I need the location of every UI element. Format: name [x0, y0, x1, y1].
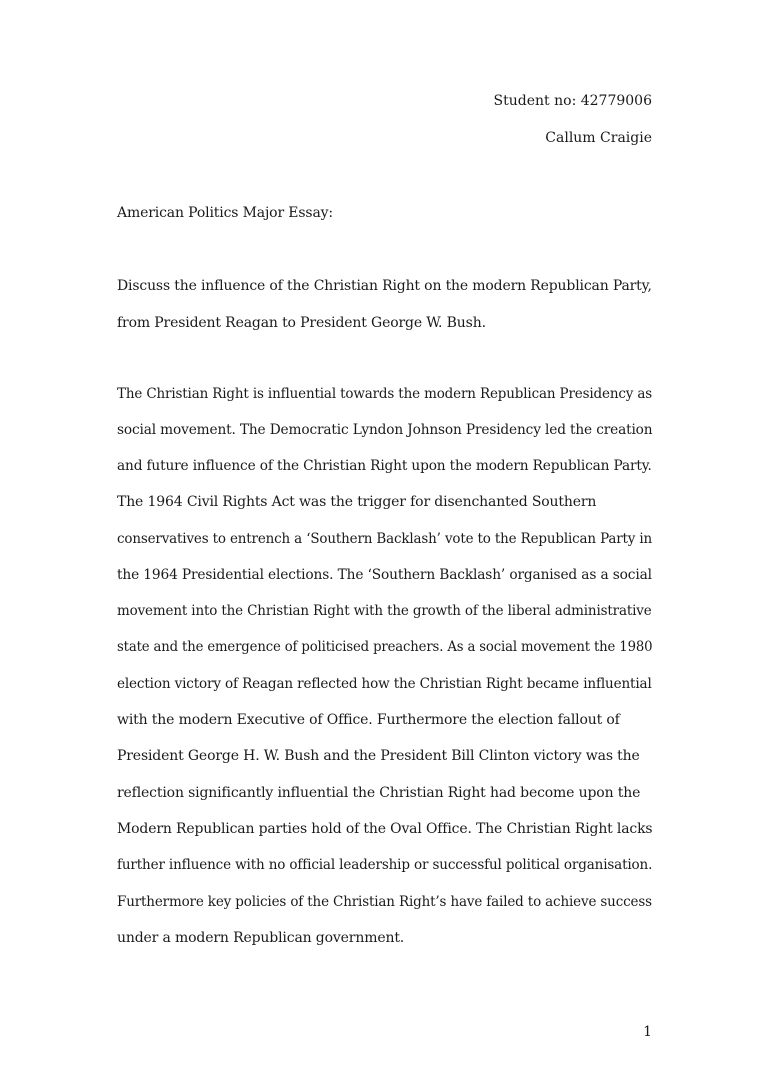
student-number: Student no: 42779006 [493, 93, 652, 109]
essay-question-line: Discuss the influence of the Christian Right on the modern Republican Party, [117, 278, 652, 294]
body-text-line: further influence with no official leadership or successful political organisation. [117, 857, 653, 873]
body-text-line: reflection significantly influential the Christian Right had become upon the [117, 785, 641, 801]
body-text-line: The Christian Right is influential towards the modern Republican Presidency as [117, 386, 653, 402]
author-name: Callum Craigie [545, 130, 652, 146]
body-text-line: conservatives to entrench a ‘Southern Backlash’ vote to the Republican Party in [117, 531, 653, 547]
body-text-line: President George H. W. Bush and the President Bill Clinton victory was the [117, 748, 640, 764]
body-text-line: state and the emergence of politicised preachers. As a social movement the 1980 [117, 639, 653, 655]
page-number: 1 [643, 1024, 652, 1040]
essay-question-line: from President Reagan to President George W. Bush. [117, 315, 486, 331]
body-text-line: social movement. The Democratic Lyndon Johnson Presidency led the creation [117, 422, 653, 438]
body-text-line: election victory of Reagan reflected how the Christian Right became influential [117, 676, 652, 692]
body-text-line: with the modern Executive of Office. Furthermore the election fallout of [117, 712, 620, 728]
body-text-line: under a modern Republican government. [117, 930, 405, 946]
body-text-line: The 1964 Civil Rights Act was the trigger for disenchanted Southern [117, 494, 597, 510]
body-text-line: Furthermore key policies of the Christian Right’s have failed to achieve success [117, 894, 652, 910]
body-text-line: movement into the Christian Right with the growth of the liberal administrative [117, 603, 652, 619]
course-title: American Politics Major Essay: [117, 205, 333, 221]
body-text-line: Modern Republican parties hold of the Oval Office. The Christian Right lacks [117, 821, 653, 837]
body-text-line: and future influence of the Christian Right upon the modern Republican Party. [117, 458, 652, 474]
body-text-line: the 1964 Presidential elections. The ‘Southern Backlash’ organised as a social [117, 567, 652, 583]
